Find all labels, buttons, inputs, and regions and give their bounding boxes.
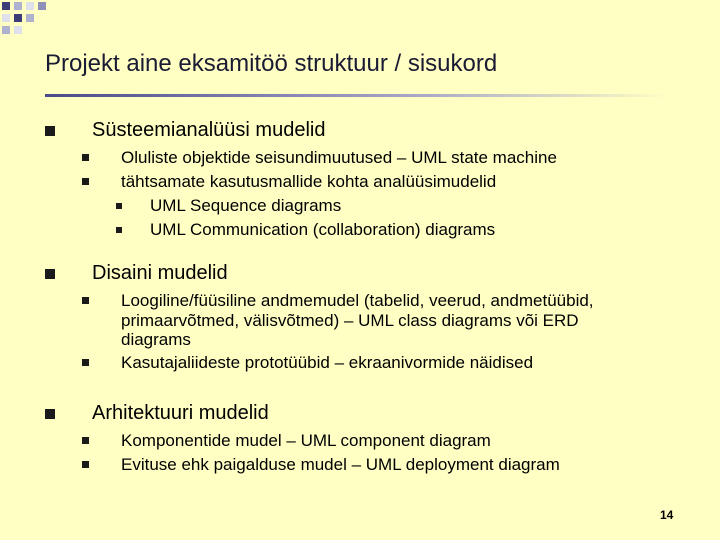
item-bullet (82, 154, 89, 161)
section-heading: Disaini mudelid (92, 262, 228, 284)
list-item-line: diagrams (121, 330, 191, 349)
title-underline (45, 94, 670, 97)
decor-square (38, 2, 46, 10)
decor-square (14, 2, 22, 10)
subitem-bullet (116, 203, 122, 209)
section-bullet (45, 409, 55, 419)
sub-list-item: UML Communication (collaboration) diagrams (150, 220, 496, 239)
item-bullet (82, 437, 89, 444)
decor-square (2, 14, 10, 22)
list-item-line: Loogiline/füüsiline andmemudel (tabelid, veerud, andmetüübid, (121, 291, 594, 310)
list-item: tähtsamate kasutusmallide kohta analüüsimudelid (121, 172, 497, 191)
section-bullet (45, 269, 55, 279)
page-number: 14 (660, 508, 674, 522)
item-bullet (82, 461, 89, 468)
decor-square (26, 14, 34, 22)
list-item: Komponentide mudel – UML component diagram (121, 431, 491, 450)
sub-list-item: UML Sequence diagrams (150, 196, 342, 215)
section-heading: Arhitektuuri mudelid (92, 402, 269, 424)
decor-square (26, 2, 34, 10)
list-item: Kasutajaliideste prototüübid – ekraanivormide näidised (121, 353, 534, 372)
decor-square (14, 14, 22, 22)
section-bullet (45, 126, 55, 136)
slide-title: Projekt aine eksamitöö struktuur / sisukord (45, 50, 498, 77)
subitem-bullet (116, 227, 122, 233)
decor-square (2, 2, 10, 10)
corner-decoration (0, 0, 60, 40)
list-item: Oluliste objektide seisundimuutused – UML state machine (121, 148, 557, 167)
list-item-line: primaarvõtmed, välisvõtmed) – UML class diagrams või ERD (121, 311, 579, 330)
decor-square (14, 26, 22, 34)
item-bullet (82, 359, 89, 366)
list-item: Evituse ehk paigalduse mudel – UML deployment diagram (121, 455, 560, 474)
decor-square (2, 26, 10, 34)
section-heading: Süsteemianalüüsi mudelid (92, 119, 326, 141)
item-bullet (82, 297, 89, 304)
item-bullet (82, 178, 89, 185)
